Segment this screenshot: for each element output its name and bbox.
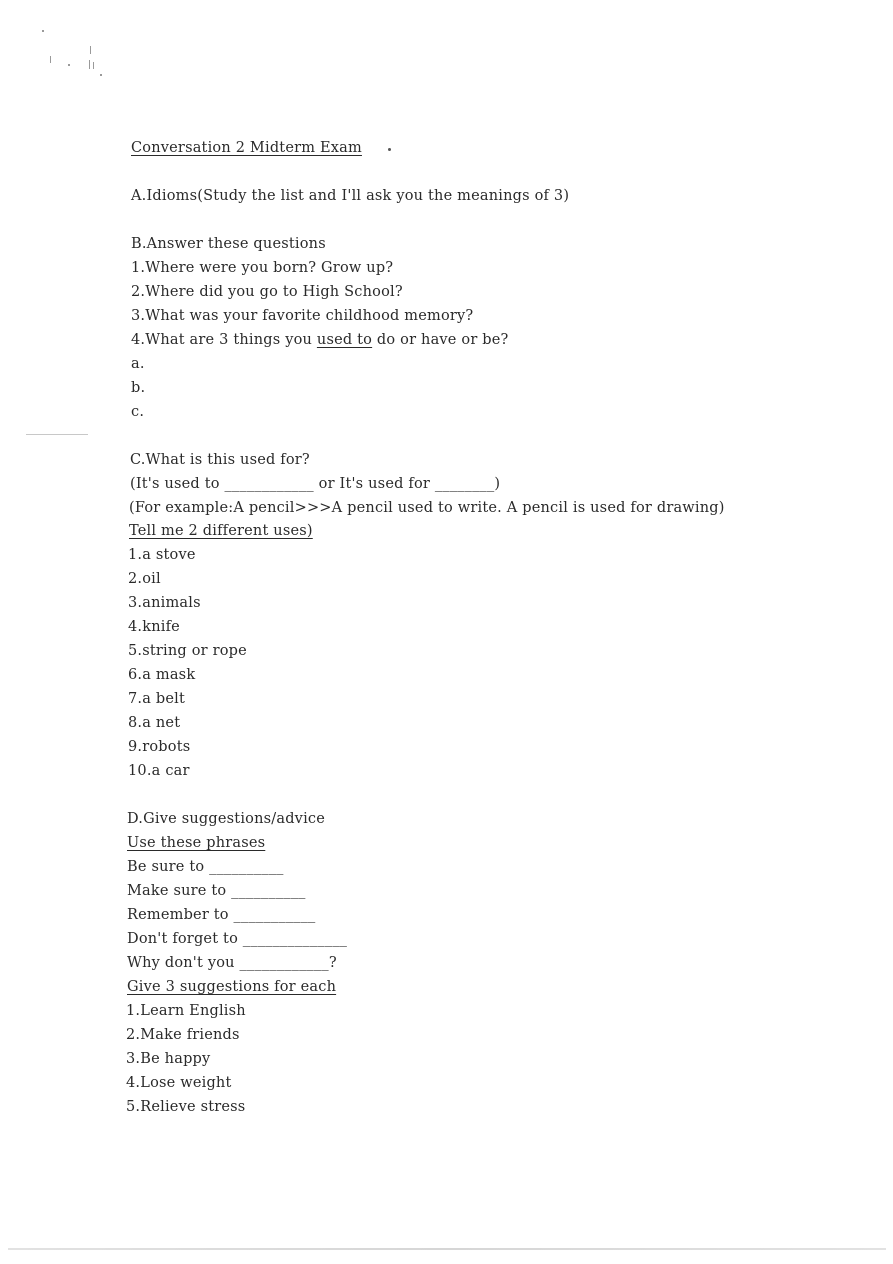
topic-item: 2.Make friends xyxy=(126,1027,240,1043)
phrase-item: Remember to ___________ xyxy=(127,907,316,923)
answer-a: a. xyxy=(131,356,145,372)
stray-mark xyxy=(388,148,391,151)
question-4-start: 4.What are 3 things you xyxy=(131,332,317,348)
use-item: 5.string or rope xyxy=(128,643,247,659)
answer-c: c. xyxy=(131,404,145,420)
use-item: 3.animals xyxy=(128,595,201,611)
use-item: 2.oil xyxy=(128,571,161,587)
use-item: 1.a stove xyxy=(128,547,196,563)
section-b-heading: B.Answer these questions xyxy=(131,236,326,252)
question-4-underlined: used to xyxy=(316,332,373,348)
answer-b: b. xyxy=(131,380,146,396)
question-3: 3.What was your favorite childhood memory? xyxy=(131,308,474,324)
scan-specks xyxy=(38,26,118,86)
use-item: 10.a car xyxy=(128,763,190,779)
question-2: 2.Where did you go to High School? xyxy=(131,284,403,300)
use-item: 6.a mask xyxy=(128,667,196,683)
section-c-heading: C.What is this used for? xyxy=(130,452,310,468)
use-item: 7.a belt xyxy=(128,691,186,707)
use-item: 8.a net xyxy=(128,715,181,731)
phrase-item: Be sure to __________ xyxy=(127,859,284,875)
question-4-end: do or have or be? xyxy=(372,332,509,348)
question-1: 1.Where were you born? Grow up? xyxy=(131,260,394,276)
section-a-text: A.Idioms(Study the list and I'll ask you the meanings of 3) xyxy=(131,188,570,204)
phrase-item: Don't forget to ______________ xyxy=(127,931,348,947)
topic-item: 3.Be happy xyxy=(126,1051,211,1067)
section-d-instruction: Use these phrases xyxy=(127,835,266,851)
use-item: 9.robots xyxy=(128,739,191,755)
phrase-item: Why don't you ____________? xyxy=(127,955,337,971)
topic-item: 4.Lose weight xyxy=(126,1075,232,1091)
topic-item: 5.Relieve stress xyxy=(126,1099,246,1115)
section-d-instruction-2: Give 3 suggestions for each xyxy=(127,979,337,995)
section-c-example: (For example:A pencil>>>A pencil used to write. A pencil is used for drawing) xyxy=(129,500,725,516)
topic-item: 1.Learn English xyxy=(126,1003,246,1019)
scan-edge xyxy=(8,1248,886,1250)
page-title: Conversation 2 Midterm Exam xyxy=(131,140,362,156)
use-item: 4.knife xyxy=(128,619,180,635)
phrase-item: Make sure to __________ xyxy=(127,883,306,899)
scan-line xyxy=(26,434,88,435)
section-d-heading: D.Give suggestions/advice xyxy=(127,811,326,827)
section-c-pattern: (It's used to ____________ or It's used for ________) xyxy=(130,476,501,492)
question-4 xyxy=(131,331,509,349)
section-c-instruction: Tell me 2 different uses) xyxy=(129,523,313,539)
